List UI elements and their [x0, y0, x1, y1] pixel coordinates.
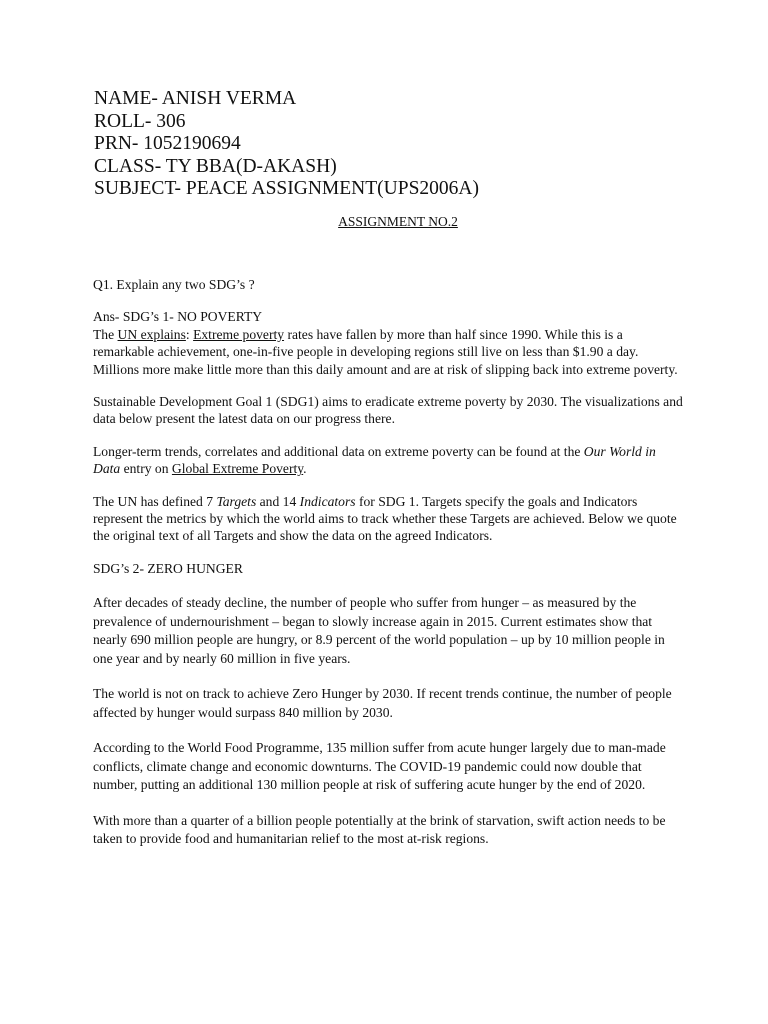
- student-subject: SUBJECT- PEACE ASSIGNMENT(UPS2006A): [94, 178, 480, 199]
- sdg2-paragraph-2: The world is not on track to achieve Zero Hunger by 2030. If recent trends continue, the number of people affected by hunger would surpass 840 million by 2030.: [93, 686, 672, 720]
- extreme-poverty-link[interactable]: Extreme poverty: [193, 326, 285, 342]
- student-roll: ROLL- 306: [94, 110, 186, 132]
- sdg2-paragraph-1: After decades of steady decline, the number of people who suffer from hunger – as measured by the prevalence of undernourishment – began to slowly increase again in 2015. Current estimates show that nearly 690 million people are hungry, or 8.9 percent of the world population – up by 10 million people in one year and by nearly 60 million in five years.: [93, 595, 665, 666]
- student-class: CLASS- TY BBA(D-AKASH): [94, 155, 337, 177]
- student-prn: PRN- 1052190694: [94, 133, 241, 154]
- student-header: [94, 88, 479, 201]
- un-explains-link[interactable]: UN explains: [117, 326, 186, 342]
- question-1: Q1. Explain any two SDG’s ?: [93, 277, 255, 292]
- global-extreme-poverty-link[interactable]: Global Extreme Poverty: [171, 461, 304, 477]
- assignment-title: ASSIGNMENT NO.2: [338, 214, 458, 229]
- sdg1-heading: Ans- SDG’s 1- NO POVERTY: [93, 309, 263, 325]
- student-name: NAME- ANISH VERMA: [94, 88, 297, 109]
- sdg1-paragraph-1: The UN explains: Extreme poverty rates have fallen by more than half since 1990. While this is a remarkable achievement, one-in-five people in developing regions still live on less than $1.90 a day. Millions more make little more than this daily amount and are at risk of slipping back into extreme poverty.: [93, 326, 678, 377]
- sdg1-paragraph-2: Sustainable Development Goal 1 (SDG1) aims to eradicate extreme poverty by 2030. The visualizations and data below present the latest data on our progress there.: [93, 394, 683, 427]
- sdg2-paragraph-3: According to the World Food Programme, 135 million suffer from acute hunger largely due to man-made conflicts, climate change and economic downturns. The COVID-19 pandemic could now double that number, putting an additional 130 million people at risk of suffering acute hunger by the end of 2020.: [93, 740, 666, 793]
- sdg2-paragraph-4: With more than a quarter of a billion people potentially at the brink of starvation, swift action needs to be taken to provide food and humanitarian relief to the most at-risk regions.: [93, 812, 666, 847]
- document-body: [93, 276, 683, 849]
- sdg1-paragraph-3: Longer-term trends, correlates and additional data on extreme poverty can be found at the Our World in Data entry on Global Extreme Poverty.: [93, 443, 656, 477]
- sdg2-heading: SDG’s 2- ZERO HUNGER: [93, 560, 243, 576]
- sdg1-paragraph-4: The UN has defined 7 Targets and 14 Indicators for SDG 1. Targets specify the goals and Indicators represent the metrics by which the world aims to track whether these Targets are achieved. Below we quote the original text of all Targets and show the data on the agreed Indicators.: [93, 493, 677, 544]
